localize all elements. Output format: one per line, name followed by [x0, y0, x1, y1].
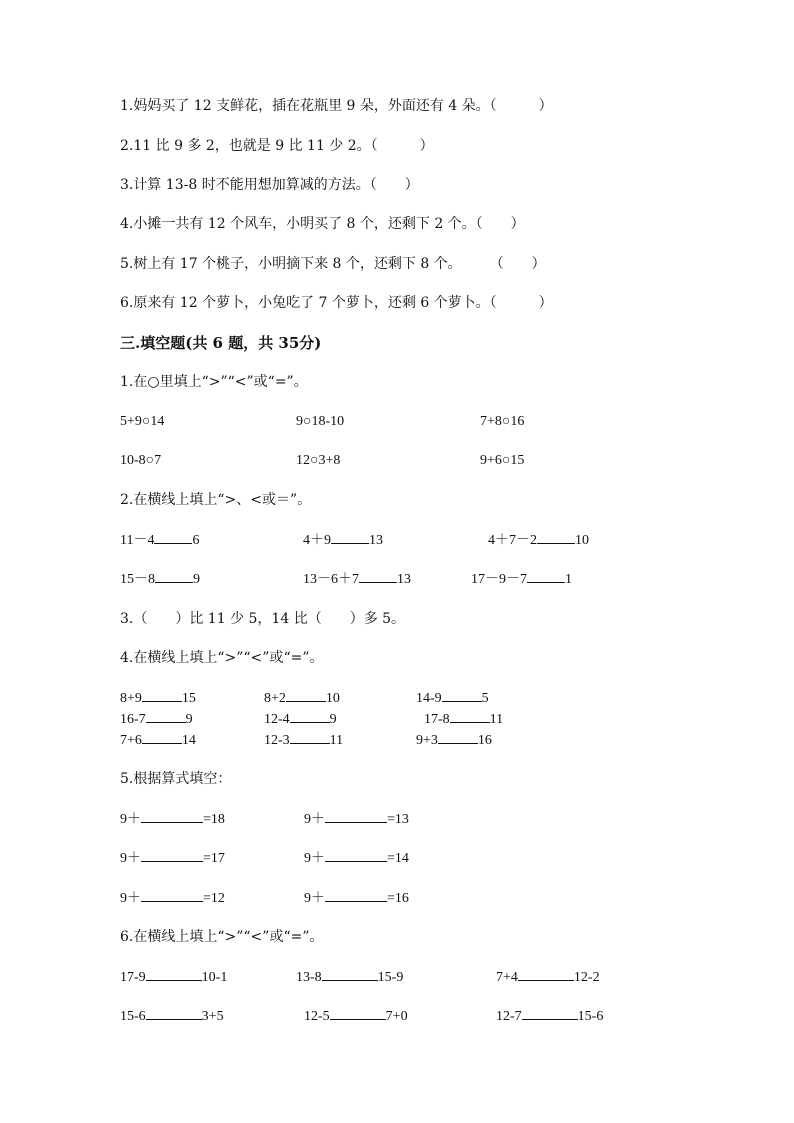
answer-blank[interactable]: [450, 710, 490, 723]
q2-expression: 4＋7－2 10: [488, 533, 589, 548]
q1-title: 1.在○里填上“>”“<”或“=”。: [120, 374, 308, 390]
q6-title: 6.在横线上填上“>”“<”或“=”。: [120, 929, 324, 945]
q2-expression: 11－4 6: [120, 533, 200, 548]
q4-expression: 12-4 9: [264, 712, 337, 727]
q5-title: 5.根据算式填空：: [120, 771, 232, 787]
answer-blank[interactable]: [141, 849, 203, 862]
judge-item-1: 1.妈妈买了 12 支鲜花，插在花瓶里 9 朵，外面还有 4 朵。（ ）: [120, 98, 553, 114]
q4-expression: 17-8 11: [424, 712, 504, 727]
answer-blank[interactable]: [290, 710, 330, 723]
judge-item-4: 4.小摊一共有 12 个风车，小明买了 8 个，还剩下 2 个。（ ）: [120, 216, 525, 232]
answer-blank[interactable]: [325, 810, 387, 823]
answer-blank[interactable]: [146, 968, 202, 981]
q1-cell: 12○3+8: [296, 453, 341, 468]
q1-cell: 5+9○14: [120, 414, 165, 429]
section-title: 三.填空题(共 6 题，共 35分): [120, 334, 322, 352]
q1-cell: 10-8○7: [120, 453, 162, 468]
answer-blank[interactable]: [537, 531, 575, 544]
q1-cell: 9○18-10: [296, 414, 345, 429]
answer-blank[interactable]: [518, 968, 574, 981]
q5-expression: 9＋ =18: [120, 812, 225, 827]
q1-cell: 9+6○15: [480, 453, 525, 468]
q4-title: 4.在横线上填上“>”“<”或“=”。: [120, 650, 324, 666]
answer-blank[interactable]: [141, 889, 203, 902]
answer-blank[interactable]: [330, 1007, 386, 1020]
q2-expression: 13－6＋7 13: [303, 572, 411, 587]
answer-blank[interactable]: [154, 531, 192, 544]
q5-expression: 9＋ =12: [120, 891, 225, 906]
answer-blank[interactable]: [522, 1007, 578, 1020]
answer-blank[interactable]: [325, 849, 387, 862]
answer-blank[interactable]: [527, 570, 565, 583]
answer-blank[interactable]: [438, 731, 478, 744]
q5-expression: 9＋ =14: [304, 851, 409, 866]
answer-blank[interactable]: [322, 968, 378, 981]
q4-expression: 14-9 5: [416, 691, 489, 706]
q4-expression: 8+9 15: [120, 691, 196, 706]
q6-expression: 12-5 7+0: [304, 1009, 408, 1024]
answer-blank[interactable]: [142, 731, 182, 744]
judge-item-2: 2.11 比 9 多 2，也就是 9 比 11 少 2。（ ）: [120, 138, 434, 154]
answer-blank[interactable]: [290, 731, 330, 744]
q6-expression: 13-8 15-9: [296, 970, 404, 985]
q6-expression: 7+4 12-2: [496, 970, 600, 985]
answer-blank[interactable]: [286, 689, 326, 702]
q4-expression: 8+2 10: [264, 691, 340, 706]
q3-text: 3.（ ）比 11 少 5，14 比（ ）多 5。: [120, 611, 406, 627]
answer-blank[interactable]: [442, 689, 482, 702]
answer-blank[interactable]: [359, 570, 397, 583]
answer-blank[interactable]: [331, 531, 369, 544]
q2-expression: 17－9－7 1: [471, 572, 572, 587]
q6-expression: 15-6 3+5: [120, 1009, 224, 1024]
answer-blank[interactable]: [325, 889, 387, 902]
answer-blank[interactable]: [155, 570, 193, 583]
q5-expression: 9＋ =13: [304, 812, 409, 827]
answer-blank[interactable]: [146, 710, 186, 723]
judge-item-3: 3.计算 13-8 时不能用想加算减的方法。（ ）: [120, 177, 419, 193]
q1-cell: 7+8○16: [480, 414, 525, 429]
q4-expression: 16-7 9: [120, 712, 193, 727]
q6-expression: 17-9 10-1: [120, 970, 228, 985]
q2-title: 2.在横线上填上“>、<或＝”。: [120, 492, 312, 508]
q2-expression: 15－8 9: [120, 572, 200, 587]
q5-expression: 9＋ =16: [304, 891, 409, 906]
answer-blank[interactable]: [141, 810, 203, 823]
q6-expression: 12-7 15-6: [496, 1009, 604, 1024]
q4-expression: 9+3 16: [416, 733, 492, 748]
answer-blank[interactable]: [146, 1007, 202, 1020]
q2-expression: 4＋9 13: [303, 533, 383, 548]
q4-expression: 7+6 14: [120, 733, 196, 748]
q4-expression: 12-3 11: [264, 733, 344, 748]
q5-expression: 9＋ =17: [120, 851, 225, 866]
judge-item-5: 5.树上有 17 个桃子，小明摘下来 8 个，还剩下 8 个。 （ ）: [120, 256, 546, 272]
judge-item-6: 6.原来有 12 个萝卜，小兔吃了 7 个萝卜，还剩 6 个萝卜。（ ）: [120, 295, 553, 311]
answer-blank[interactable]: [142, 689, 182, 702]
